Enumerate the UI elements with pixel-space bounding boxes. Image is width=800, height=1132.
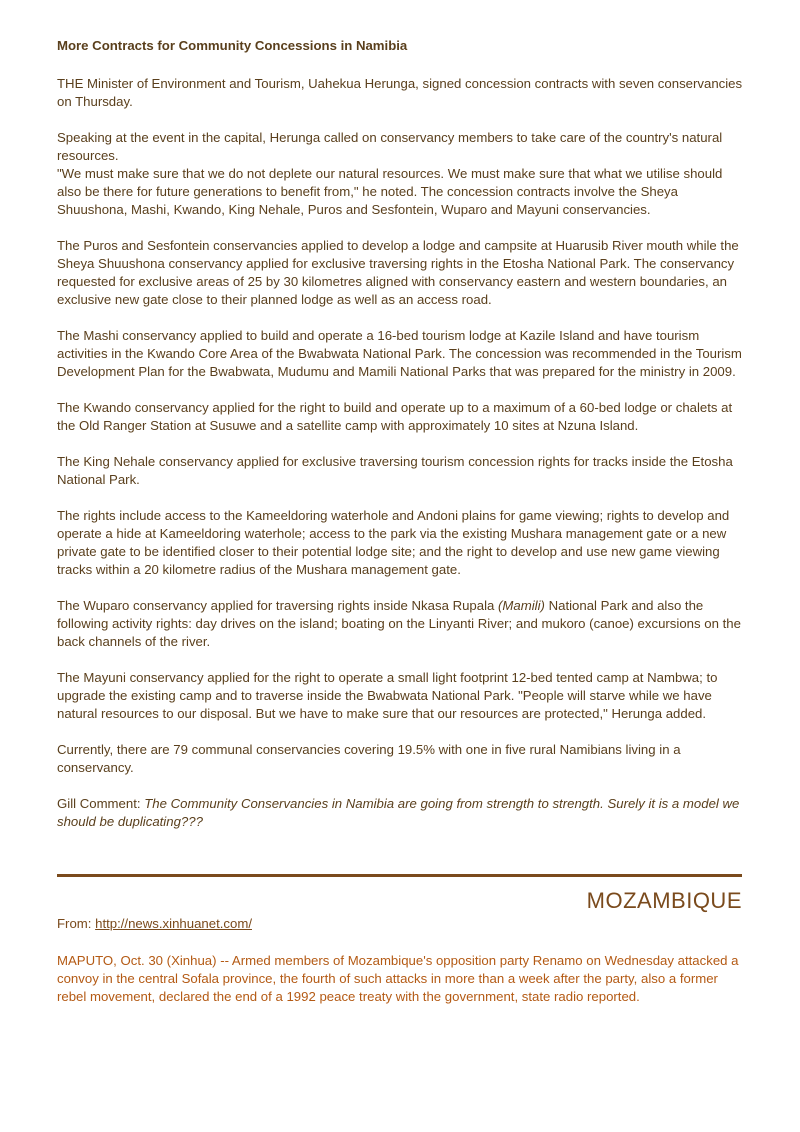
article-paragraph: The King Nehale conservancy applied for exclusive traversing tourism concession rights for tracks inside the Etosha National Park. — [57, 454, 733, 487]
article-paragraph: Speaking at the event in the capital, Herunga called on conservancy members to take care of the country's natural resources. — [57, 130, 723, 163]
article-paragraph: The Kwando conservancy applied for the right to build and operate up to a maximum of a 60-bed lodge or chalets at the Old Ranger Station at Susuwe and a satellite camp with approximately 10 sites at Nzuna Island. — [57, 400, 733, 433]
wuparo-paragraph — [57, 597, 747, 651]
source-link[interactable]: http://news.xinhuanet.com/ — [95, 916, 252, 931]
wuparo-italic-note: (Mamili) — [498, 598, 545, 613]
section-heading: MOZAMBIQUE — [586, 888, 742, 913]
gill-comment — [57, 795, 747, 831]
source-line — [57, 916, 252, 931]
article-paragraph: "We must make sure that we do not deplete our natural resources. We must make sure that what we utilise should also be there for future generations to benefit from," he noted. The concession contracts involve the Sheya Shuushona, Mashi, Kwando, King Nehale, Puros and Sesfontein, Wuparo and Mayuni conservancies. — [57, 166, 723, 217]
comment-text: The Community Conservancies in Namibia are going from strength to strength. Surely it is a model we should be duplicating??? — [57, 796, 740, 829]
article-paragraph: The rights include access to the Kameeldoring waterhole and Andoni plains for game viewing; rights to develop and operate a hide at Kameeldoring waterhole; access to the park via the existing Mushara management gate or a new private gate to be identified closer to their potential lodge site; and the right to develop and use new game viewing tracks within a 20 kilometre radius of the Mushara management gate. — [57, 508, 730, 577]
wuparo-text-before: The Wuparo conservancy applied for traversing rights inside Nkasa Rupala — [57, 598, 499, 613]
mozambique-paragraph: MAPUTO, Oct. 30 (Xinhua) -- Armed members of Mozambique's opposition party Renamo on Wednesday attacked a convoy in the central Sofala province, the fourth of such attacks in more than a week after the party, also a former rebel movement, declared the end of a 1992 peace treaty with the government, state radio reported. — [57, 953, 739, 1004]
article-paragraph: The Puros and Sesfontein conservancies applied to develop a lodge and campsite at Huarusib River mouth while the Sheya Shuushona conservancy applied for exclusive traversing rights in the Etosha National Park. The conservancy requested for exclusive areas of 25 by 30 kilometres aligned with conservancy eastern and western boundaries, an exclusive new gate close to their planned lodge as well as an access road. — [57, 238, 739, 307]
article-paragraph: The Mayuni conservancy applied for the right to operate a small light footprint 12-bed tented camp at Nambwa; to upgrade the existing camp and to traverse inside the Bwabwata National Park. "People will starve while we have natural resources to our disposal. But we have to make sure that our resources are protected," Herunga added. — [57, 670, 718, 721]
article-paragraph: THE Minister of Environment and Tourism, Uahekua Herunga, signed concession contracts with seven conservancies on Thursday. — [57, 76, 743, 109]
source-label: From: — [57, 916, 96, 931]
section-divider — [57, 874, 742, 877]
comment-label: Gill Comment: — [57, 796, 145, 811]
article-paragraph: Currently, there are 79 communal conservancies covering 19.5% with one in five rural Namibians living in a conservancy. — [57, 742, 681, 775]
article-paragraph: The Mashi conservancy applied to build and operate a 16-bed tourism lodge at Kazile Island and have tourism activities in the Kwando Core Area of the Bwabwata National Park. The concession was recommended in the Tourism Development Plan for the Bwabwata, Mudumu and Mamili National Parks that was prepared for the ministry in 2009. — [57, 328, 742, 379]
article-title: More Contracts for Community Concessions in Namibia — [57, 38, 408, 53]
wuparo-text-after: National Park and also the following activity rights: day drives on the island; boating on the Linyanti River; and mukoro (canoe) excursions on the back channels of the river. — [57, 598, 741, 649]
namibia-article — [57, 37, 747, 831]
